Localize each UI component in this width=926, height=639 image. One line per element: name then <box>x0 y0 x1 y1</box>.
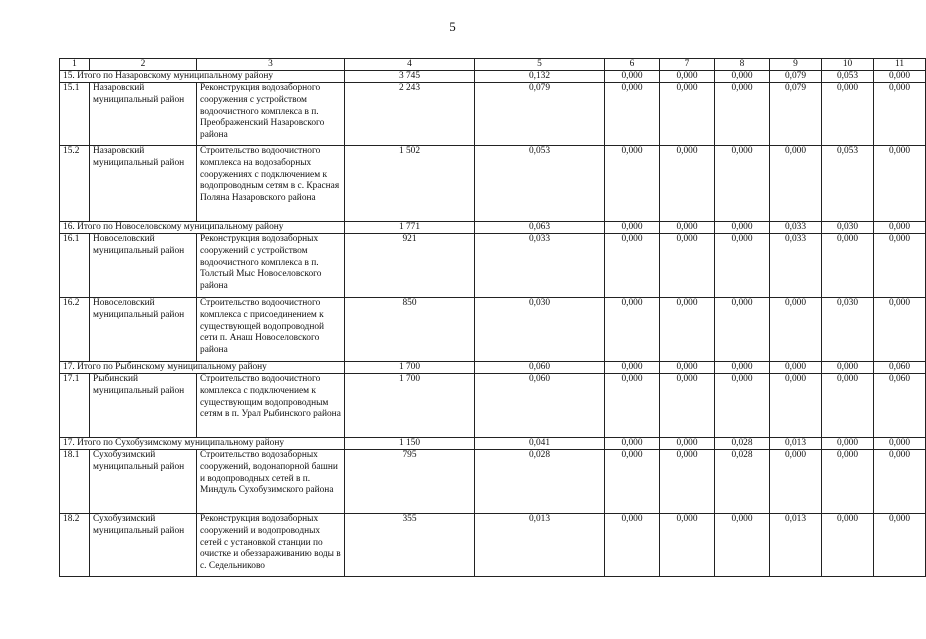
row-value: 0,079 <box>475 83 605 146</box>
row-district: Сухобузимский муниципальный район <box>90 514 197 577</box>
total-value: 0,000 <box>660 438 715 450</box>
row-value: 0,000 <box>770 450 822 514</box>
total-value: 0,000 <box>605 71 660 83</box>
row-value: 0,000 <box>660 514 715 577</box>
group-total-label: 17. Итого по Сухобузимскому муниципальному району <box>60 438 345 450</box>
row-value: 0,030 <box>475 298 605 362</box>
group-total-row <box>60 438 926 450</box>
row-value: 0,030 <box>822 298 874 362</box>
total-value: 0,000 <box>874 222 926 234</box>
group-total-label: 17. Итого по Рыбинскому муниципальному району <box>60 362 345 374</box>
table-row <box>60 298 926 362</box>
row-district: Новоселовский муниципальный район <box>90 298 197 362</box>
column-header: 9 <box>770 59 822 71</box>
row-district: Назаровский муниципальный район <box>90 83 197 146</box>
row-value: 0,000 <box>874 450 926 514</box>
total-value: 0,033 <box>770 222 822 234</box>
row-district: Новоселовский муниципальный район <box>90 234 197 298</box>
row-value: 0,000 <box>874 298 926 362</box>
row-value: 355 <box>345 514 475 577</box>
row-value: 0,000 <box>874 234 926 298</box>
column-header: 2 <box>90 59 197 71</box>
column-header: 11 <box>874 59 926 71</box>
total-value: 0,000 <box>770 362 822 374</box>
row-value: 0,000 <box>660 374 715 438</box>
row-value: 0,079 <box>770 83 822 146</box>
row-value: 0,033 <box>770 234 822 298</box>
row-value: 0,000 <box>822 234 874 298</box>
group-total-row <box>60 71 926 83</box>
row-value: 0,000 <box>715 234 770 298</box>
row-value: 0,013 <box>475 514 605 577</box>
column-header: 6 <box>605 59 660 71</box>
total-value: 3 745 <box>345 71 475 83</box>
row-value: 0,000 <box>605 450 660 514</box>
row-value: 0,000 <box>605 234 660 298</box>
row-value: 0,000 <box>715 374 770 438</box>
row-value: 795 <box>345 450 475 514</box>
row-index: 15.1 <box>60 83 90 146</box>
row-value: 0,060 <box>475 374 605 438</box>
group-total-label: 15. Итого по Назаровскому муниципальному району <box>60 71 345 83</box>
total-value: 0,000 <box>822 438 874 450</box>
row-value: 850 <box>345 298 475 362</box>
row-value: 0,000 <box>874 514 926 577</box>
row-index: 18.2 <box>60 514 90 577</box>
row-value: 0,000 <box>660 83 715 146</box>
row-value: 0,000 <box>874 146 926 222</box>
row-value: 0,000 <box>770 374 822 438</box>
row-value: 0,000 <box>660 450 715 514</box>
row-value: 0,000 <box>605 514 660 577</box>
table-row <box>60 234 926 298</box>
total-value: 0,079 <box>770 71 822 83</box>
row-value: 2 243 <box>345 83 475 146</box>
column-header: 7 <box>660 59 715 71</box>
row-index: 15.2 <box>60 146 90 222</box>
row-index: 16.2 <box>60 298 90 362</box>
row-value: 0,000 <box>715 146 770 222</box>
row-value: 0,000 <box>770 146 822 222</box>
total-value: 0,000 <box>605 438 660 450</box>
total-value: 0,000 <box>822 362 874 374</box>
group-total-row <box>60 222 926 234</box>
row-index: 16.1 <box>60 234 90 298</box>
total-value: 0,000 <box>715 71 770 83</box>
table-row <box>60 514 926 577</box>
row-value: 0,000 <box>822 450 874 514</box>
row-value: 0,000 <box>822 83 874 146</box>
row-value: 0,000 <box>660 234 715 298</box>
row-value: 0,053 <box>475 146 605 222</box>
row-value: 0,000 <box>874 83 926 146</box>
row-value: 0,000 <box>605 83 660 146</box>
row-description: Реконструкция водозаборных сооружений и водопроводных сетей с установкой станции по очистке и обеззараживанию воды в с. Седельниково <box>197 514 345 577</box>
column-header: 4 <box>345 59 475 71</box>
total-value: 0,000 <box>715 222 770 234</box>
row-value: 0,013 <box>770 514 822 577</box>
row-value: 0,000 <box>605 146 660 222</box>
row-value: 0,000 <box>660 298 715 362</box>
row-value: 0,000 <box>660 146 715 222</box>
row-value: 921 <box>345 234 475 298</box>
total-value: 1 150 <box>345 438 475 450</box>
row-description: Строительство водоочистного комплекса на водозаборных сооружениях с подключением к водопроводным сетям в с. Красная Поляна Назаровского района <box>197 146 345 222</box>
row-description: Реконструкция водозаборных сооружений с устройством водоочистного комплекса в п. Толстый Мыс Новоселовского района <box>197 234 345 298</box>
row-index: 18.1 <box>60 450 90 514</box>
total-value: 0,028 <box>715 438 770 450</box>
row-value: 0,053 <box>822 146 874 222</box>
total-value: 0,041 <box>475 438 605 450</box>
row-value: 0,028 <box>715 450 770 514</box>
table-row <box>60 146 926 222</box>
row-district: Сухобузимский муниципальный район <box>90 450 197 514</box>
row-value: 0,000 <box>822 374 874 438</box>
row-value: 0,000 <box>715 298 770 362</box>
row-district: Рыбинский муниципальный район <box>90 374 197 438</box>
table-row <box>60 374 926 438</box>
row-value: 0,060 <box>874 374 926 438</box>
total-value: 0,000 <box>715 362 770 374</box>
group-total-row <box>60 362 926 374</box>
total-value: 0,060 <box>475 362 605 374</box>
row-value: 0,000 <box>715 83 770 146</box>
column-header: 5 <box>475 59 605 71</box>
total-value: 0,013 <box>770 438 822 450</box>
total-value: 0,060 <box>874 362 926 374</box>
total-value: 0,132 <box>475 71 605 83</box>
row-description: Реконструкция водозаборного сооружения с устройством водоочистного комплекса в п. Преображенский Назаровского района <box>197 83 345 146</box>
total-value: 0,063 <box>475 222 605 234</box>
page-number: 5 <box>449 19 456 34</box>
row-description: Строительство водоочистного комплекса с присоединением к существующей водопроводной сети п. Анаш Новоселовского района <box>197 298 345 362</box>
total-value: 0,053 <box>822 71 874 83</box>
total-value: 0,000 <box>660 71 715 83</box>
column-header: 8 <box>715 59 770 71</box>
data-table <box>59 58 926 577</box>
row-value: 0,000 <box>770 298 822 362</box>
total-value: 0,000 <box>874 438 926 450</box>
row-value: 0,028 <box>475 450 605 514</box>
row-value: 0,000 <box>605 374 660 438</box>
group-total-label: 16. Итого по Новоселовскому муниципальному району <box>60 222 345 234</box>
row-value: 1 502 <box>345 146 475 222</box>
row-value: 0,033 <box>475 234 605 298</box>
total-value: 0,000 <box>605 222 660 234</box>
total-value: 1 771 <box>345 222 475 234</box>
column-header: 1 <box>60 59 90 71</box>
header-row <box>60 59 926 71</box>
row-value: 1 700 <box>345 374 475 438</box>
row-index: 17.1 <box>60 374 90 438</box>
row-description: Строительство водоочистного комплекса с подключением к существующим водопроводным сетям в п. Урал Рыбинского района <box>197 374 345 438</box>
column-header: 10 <box>822 59 874 71</box>
table-row <box>60 450 926 514</box>
row-district: Назаровский муниципальный район <box>90 146 197 222</box>
table-row <box>60 83 926 146</box>
total-value: 1 700 <box>345 362 475 374</box>
column-header: 3 <box>197 59 345 71</box>
total-value: 0,000 <box>660 222 715 234</box>
total-value: 0,000 <box>660 362 715 374</box>
row-value: 0,000 <box>605 298 660 362</box>
total-value: 0,000 <box>605 362 660 374</box>
total-value: 0,000 <box>874 71 926 83</box>
total-value: 0,030 <box>822 222 874 234</box>
row-value: 0,000 <box>715 514 770 577</box>
row-value: 0,000 <box>822 514 874 577</box>
row-description: Строительство водозаборных сооружений, водонапорной башни и водопроводных сетей в п. Миндуль Сухобузимского района <box>197 450 345 514</box>
